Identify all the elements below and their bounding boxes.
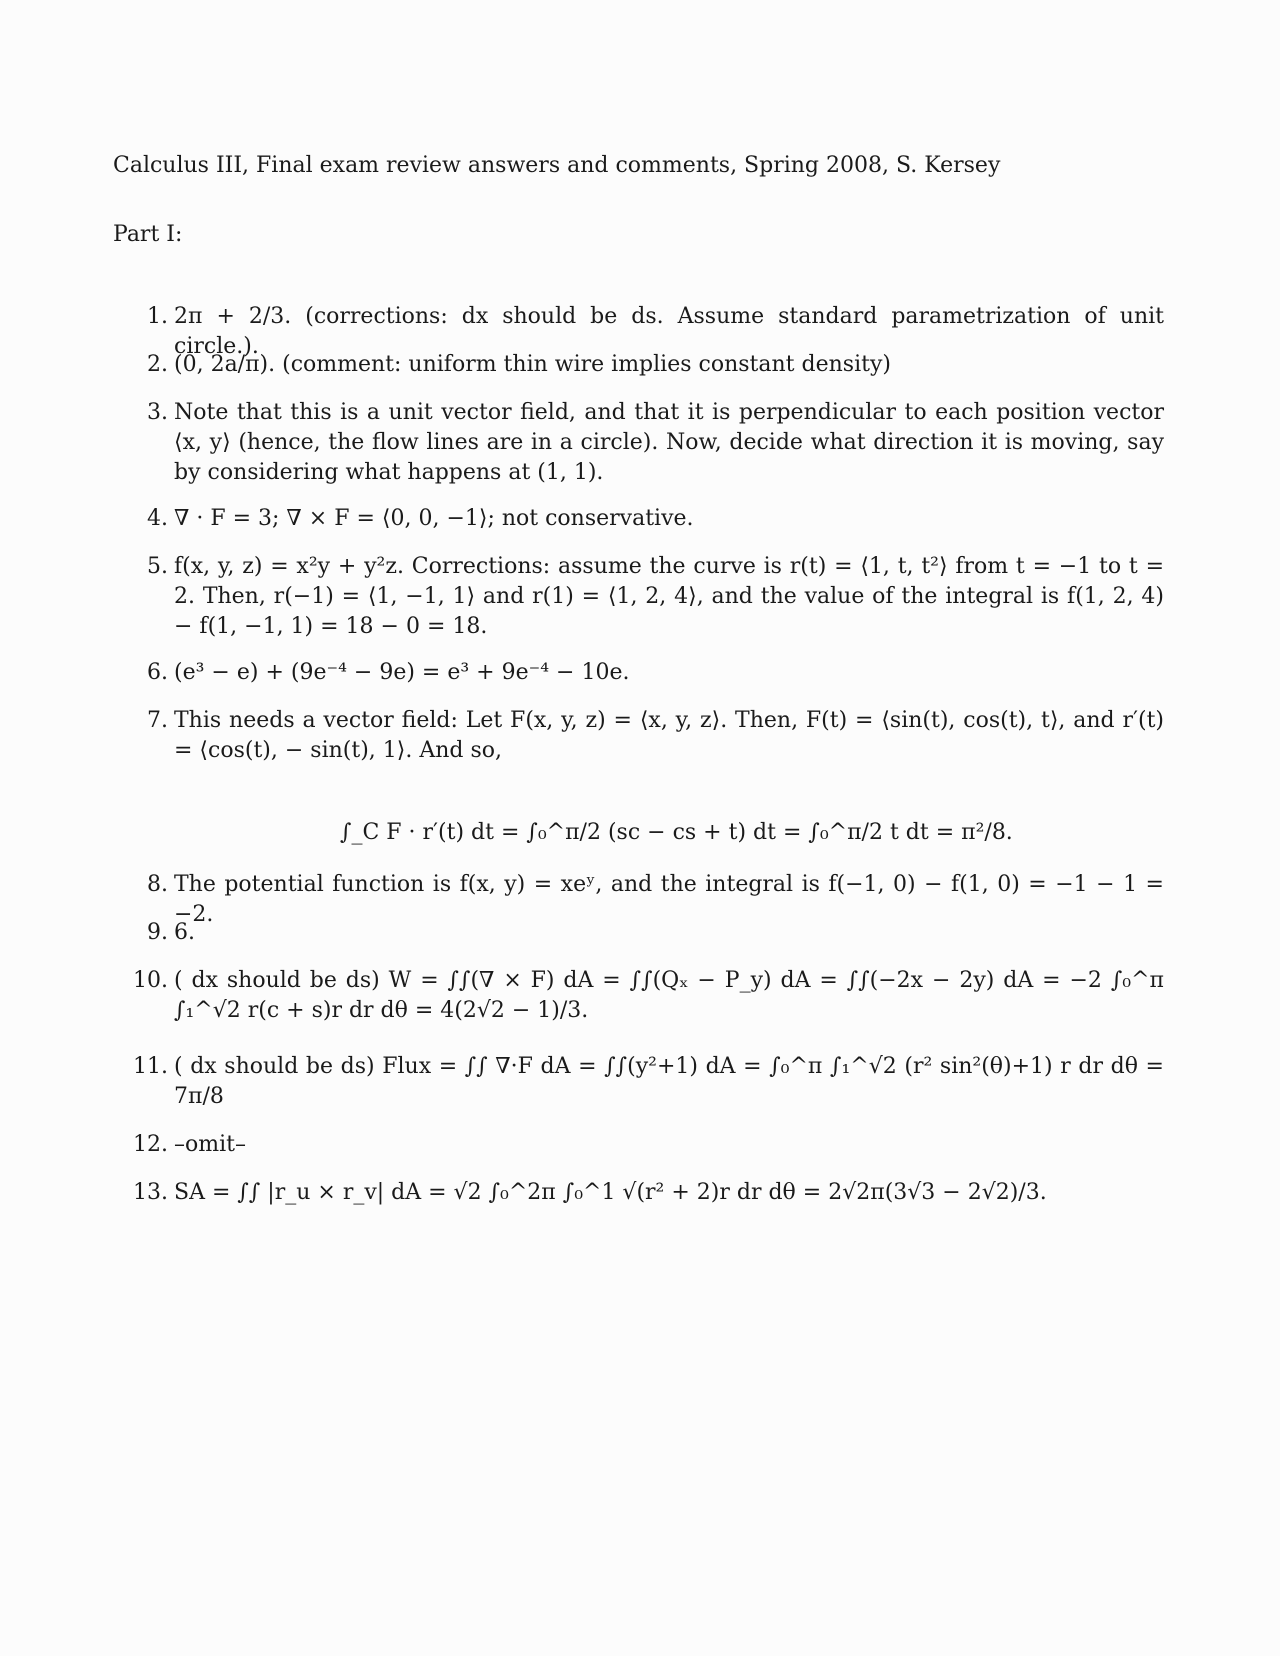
item-text: The potential function is f(x, y) = xeʸ, and the integral is f(−1, 0) − f(1, 0) = −1 − 1 = −2. xyxy=(174,872,1164,927)
list-item xyxy=(124,658,1164,688)
section-heading: Part I: xyxy=(113,222,183,247)
item-text: f(x, y, z) = x²y + y²z. Corrections: assume the curve is r(t) = ⟨1, t, t²⟩ from t = −1 to t = 2. Then, r(−1) = ⟨1, −1, 1⟩ and r(1) = ⟨1, 2, 4⟩, and the value of the integral is f(1, 2, 4) − f(1, −1, 1) = 18 − 0 = 18. xyxy=(174,554,1164,639)
list-item xyxy=(124,398,1164,488)
item-number: 3. xyxy=(147,400,168,425)
item-text: ( dx should be ds) W = ∫∫(∇ × F) dA = ∫∫(Qₓ − P_y) dA = ∫∫(−2x − 2y) dA = −2 ∫₀^π ∫₁^√2 r(c + s)r dr dθ = 4(2√2 − 1)/3. xyxy=(174,968,1164,1023)
item-number: 12. xyxy=(133,1132,168,1157)
item-number: 4. xyxy=(147,506,168,531)
item-text: 6. xyxy=(174,920,195,945)
display-equation: ∫_C F · r′(t) dt = ∫₀^π/2 (sc − cs + t) dt = ∫₀^π/2 t dt = π²/8. xyxy=(340,820,1013,845)
item-text: Note that this is a unit vector field, and that it is perpendicular to each position vector ⟨x, y⟩ (hence, the flow lines are in a circle). Now, decide what direction it is moving, say by considering what happens at (1, 1). xyxy=(174,400,1164,485)
list-item xyxy=(124,966,1164,1026)
item-number: 6. xyxy=(147,660,168,685)
item-text: ( dx should be ds) Flux = ∫∫ ∇·F dA = ∫∫(y²+1) dA = ∫₀^π ∫₁^√2 (r² sin²(θ)+1) r dr dθ = 7π/8 xyxy=(174,1054,1164,1109)
list-item xyxy=(124,350,1164,380)
list-item xyxy=(124,1178,1164,1208)
item-text: ∇ · F = 3; ∇ × F = ⟨0, 0, −1⟩; not conservative. xyxy=(174,506,694,531)
item-number: 7. xyxy=(147,708,168,733)
item-number: 8. xyxy=(147,872,168,897)
item-number: 2. xyxy=(147,352,168,377)
list-item xyxy=(124,504,1164,534)
item-text: This needs a vector field: Let F(x, y, z) = ⟨x, y, z⟩. Then, F(t) = ⟨sin(t), cos(t), t⟩, and r′(t) = ⟨cos(t), − sin(t), 1⟩. And so, xyxy=(174,708,1164,763)
list-item xyxy=(124,1130,1164,1160)
item-number: 5. xyxy=(147,554,168,579)
list-item xyxy=(124,918,1164,948)
item-text: 2π + 2/3. (corrections: dx should be ds. Assume standard parametrization of unit circle.). xyxy=(174,304,1164,359)
list-item xyxy=(124,1052,1164,1112)
item-number: 9. xyxy=(147,920,168,945)
list-item xyxy=(124,706,1164,766)
list-item xyxy=(124,552,1164,642)
item-text: –omit– xyxy=(174,1132,246,1157)
item-number: 1. xyxy=(147,304,168,329)
item-text: (e³ − e) + (9e⁻⁴ − 9e) = e³ + 9e⁻⁴ − 10e. xyxy=(174,660,630,685)
item-number: 10. xyxy=(133,968,168,993)
item-number: 13. xyxy=(133,1180,168,1205)
item-text: SA = ∫∫ |r_u × r_v| dA = √2 ∫₀^2π ∫₀^1 √(r² + 2)r dr dθ = 2√2π(3√3 − 2√2)/3. xyxy=(174,1180,1047,1205)
page-title: Calculus III, Final exam review answers and comments, Spring 2008, S. Kersey xyxy=(113,153,1001,178)
item-number: 11. xyxy=(133,1054,168,1079)
item-text: (0, 2a/π). (comment: uniform thin wire implies constant density) xyxy=(174,352,891,377)
